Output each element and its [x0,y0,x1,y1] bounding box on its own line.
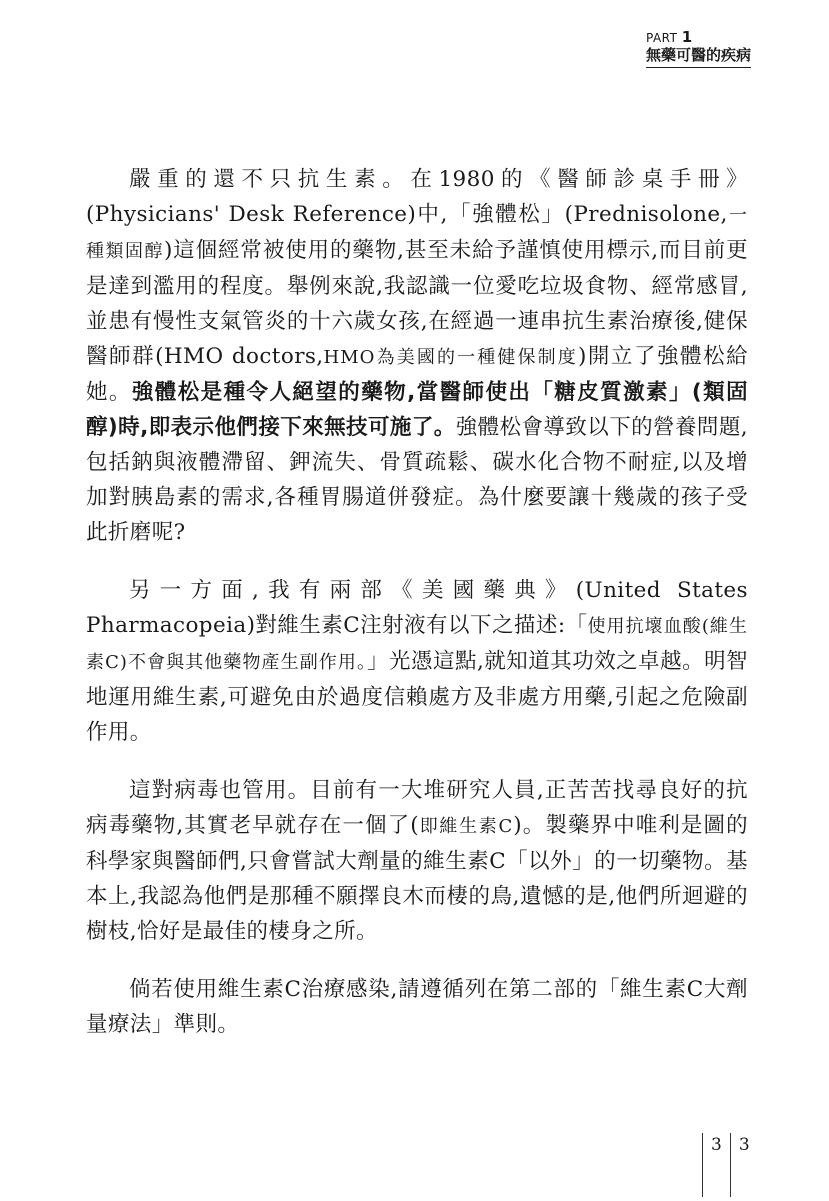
inline-note: 使用抗壞血酸(維生素C)不會與其他藥物產生副作用。 [86,616,748,673]
part-label [646,30,751,45]
paragraph-text: 倘若使用維生素C治療感染,請遵循列在第二部的「維生素C大劑量療法」準則。 [86,977,748,1037]
paragraph-text: 強體松會導致以下的營養問題,包括鈉與液體滯留、鉀流失、骨質疏鬆、碳水化合物不耐症,以及增加對胰島素的需求,各種胃腸道併發症。為什麼要讓十幾歲的孩子受此折磨呢? [86,415,748,545]
paragraph [86,972,748,1042]
inline-note: 即維生素C [419,816,514,837]
paragraph-text: 另一方面,我有兩部《美國藥典》(United States Pharmacopeia)對維生素C注射液有以下之描述:「 [86,578,748,638]
paragraph [86,573,748,750]
page-number-digit: 3 [711,1135,722,1155]
chapter-title: 無藥可醫的疾病 [646,45,751,68]
emphasized-text: 強體松是種令人絕望的藥物,當醫師使出「糖皮質激素」(類固醇)時,即表示他們接下來無技可施了。 [86,380,748,440]
paragraph [86,162,748,550]
page-number-digit: 3 [738,1135,750,1155]
running-header [646,30,751,68]
paragraph-text: 」光憑這點,就知道其功效之卓越。明智地運用維生素,可避免由於過度信賴處方及非處方用藥,引起之危險副作用。 [86,649,748,745]
paragraph-text: )開立了強體松給她。 [86,344,749,405]
paragraph-text: 這對病毒也管用。目前有一大堆研究人員,正苦苦找尋良好的抗病毒藥物,其實老早就存在一個了( [86,778,748,838]
part-number: 1 [681,28,693,46]
inline-note: 一種類固醇 [86,205,748,262]
paragraph [86,773,748,949]
paragraph-text: 嚴重的還不只抗生素。在1980的《醫師診桌手冊》(Physicians' Desk Reference)中,「強體松」(Prednisolone, [86,167,748,227]
paragraph-text: )。製藥界中唯利是圖的科學家與醫師們,只會嘗試大劑量的維生素C「以外」的一切藥物。基本上,我認為他們是那種不願擇良木而棲的鳥,遺憾的是,他們所迴避的樹枝,恰好是最佳的棲身之所。 [86,813,749,944]
part-prefix: PART [645,31,678,45]
page-number [702,1133,758,1193]
body-text [86,162,748,1065]
paragraph-text: )這個經常被使用的藥物,甚至未給予謹慎使用標示,而目前更是達到濫用的程度。舉例來說,我認識一位愛吃垃圾食物、經常感冒,並患有慢性支氣管炎的十六歲女孩,在經過一連串抗生素治療後,健保醫師群(HMO doctors, [86,238,748,369]
inline-note: HMO為美國的一種健保制度 [323,347,578,368]
